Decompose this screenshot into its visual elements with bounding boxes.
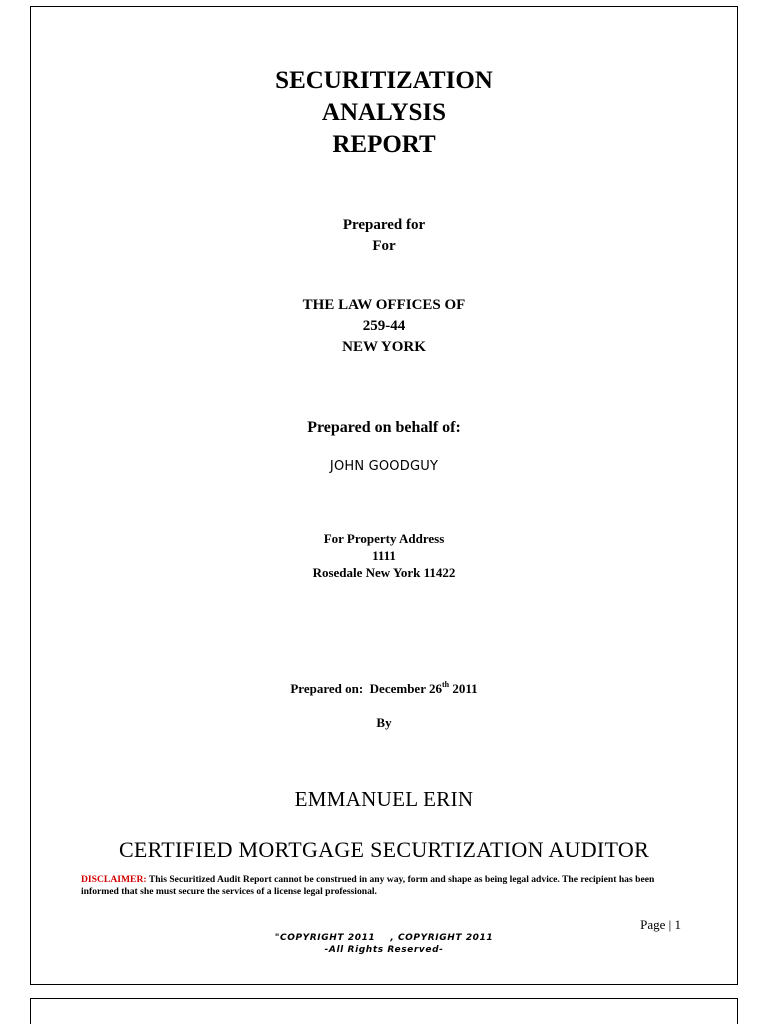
prepared-for-label: Prepared for bbox=[342, 217, 426, 233]
next-page-edge bbox=[30, 998, 738, 1024]
disclaimer bbox=[81, 874, 691, 898]
behalf-heading: Prepared on behalf of: bbox=[307, 419, 461, 436]
title-line-1: SECURITIZATION bbox=[275, 67, 493, 94]
law-office-city: NEW YORK bbox=[342, 339, 426, 355]
property-address-block bbox=[31, 530, 737, 581]
client-name: JOHN GOODGUY bbox=[329, 459, 439, 474]
prepared-on-label: Prepared on: bbox=[290, 681, 364, 696]
law-office-number: 259-44 bbox=[362, 318, 406, 334]
copyright-footer bbox=[31, 932, 737, 956]
document-page bbox=[30, 6, 738, 985]
copyright-line: "COPYRIGHT 2011 , COPYRIGHT 2011 bbox=[274, 933, 494, 943]
prepared-on-line bbox=[31, 679, 737, 699]
prepared-on-date: December 26 bbox=[369, 681, 442, 696]
property-number: 1111 bbox=[372, 548, 396, 563]
property-location: Rosedale New York 11422 bbox=[312, 565, 456, 580]
disclaimer-text: This Securitized Audit Report cannot be construed in any way, form and shape as being legal advice. The recipient has been informed that she must secure the services of a license legal professional. bbox=[81, 874, 655, 897]
rights-reserved: -All Rights Reserved- bbox=[324, 945, 444, 955]
prepared-for-block bbox=[31, 215, 737, 257]
title-line-2: ANALYSIS bbox=[321, 99, 447, 126]
prepared-on-year: 2011 bbox=[452, 681, 478, 696]
author-name: EMMANUEL ERIN bbox=[294, 787, 474, 811]
author-credential: CERTIFIED MORTGAGE SECURTIZATION AUDITOR bbox=[118, 837, 650, 862]
property-label: For Property Address bbox=[323, 531, 445, 546]
law-office-block bbox=[31, 295, 737, 358]
prepared-for-sub: For bbox=[372, 238, 396, 254]
by-label: By bbox=[376, 715, 392, 730]
disclaimer-label: DISCLAIMER: bbox=[81, 874, 147, 885]
title-line-3: REPORT bbox=[332, 131, 436, 158]
law-office-name: THE LAW OFFICES OF bbox=[302, 297, 466, 313]
date-ordinal-suffix: th bbox=[441, 680, 450, 689]
page-number: Page | 1 bbox=[640, 917, 681, 932]
report-title bbox=[31, 65, 737, 161]
